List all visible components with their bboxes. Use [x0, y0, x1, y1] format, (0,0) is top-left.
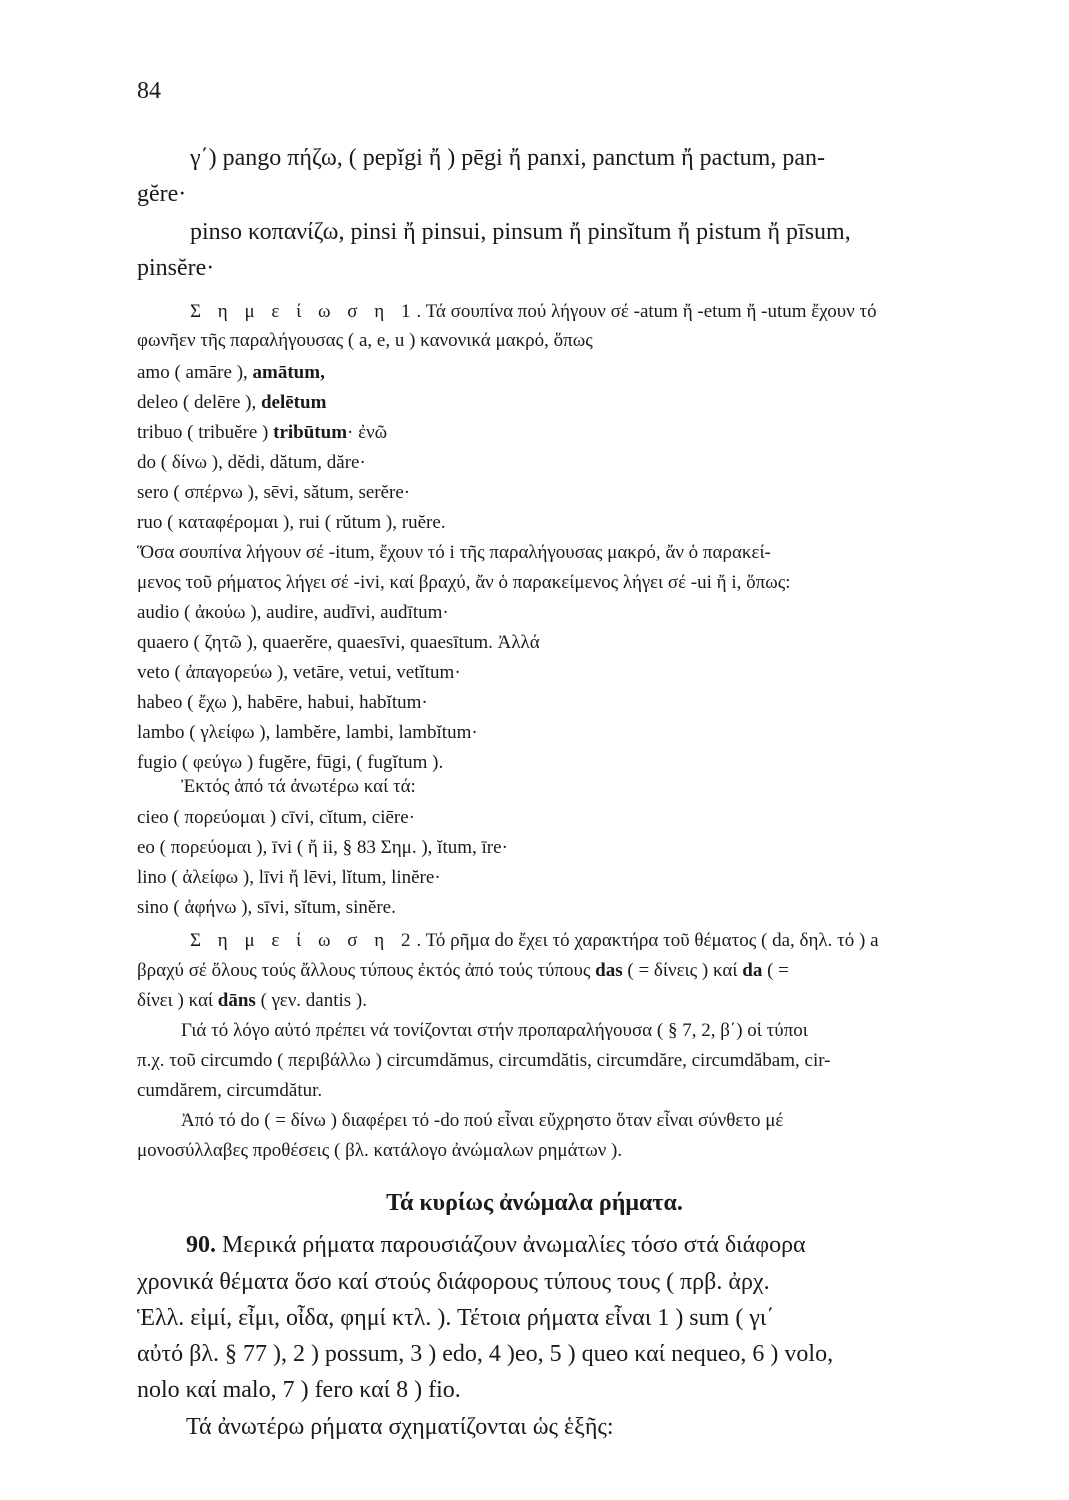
text-line: βραχύ σέ ὅλους τούς ἄλλους τύπους ἐκτός ἀπό τούς τύπους das ( = δίνεις ) καί da ( =: [137, 960, 789, 981]
example-line: audio ( ἀκούω ), audire, audīvi, audītum·: [137, 602, 449, 623]
example-line: deleo ( delēre ), delētum: [137, 392, 327, 413]
note2-label: Σ η μ ε ί ω σ η 2: [190, 930, 417, 951]
para90-first-line: [186, 1232, 806, 1259]
example-line: lino ( ἀλείφω ), līvi ἤ lēvi, lĭtum, linĕre·: [137, 867, 441, 888]
note1-label: Σ η μ ε ί ω σ η 1: [190, 301, 417, 322]
example-line: quaero ( ζητῶ ), quaerĕre, quaesīvi, quaesītum. Ἀλλά: [137, 632, 540, 653]
example-line: amo ( amāre ), amātum,: [137, 362, 325, 383]
text-line: μονοσύλλαβες προθέσεις ( βλ. κατάλογο ἀνώμαλων ρημάτων ).: [137, 1140, 623, 1161]
text-line: Ἀπό τό do ( = δίνω ) διαφέρει τό -do πού εἶναι εὔχρηστο ὅταν εἶναι σύνθετο μέ: [181, 1110, 784, 1131]
example-line: ruo ( καταφέρομαι ), rui ( rŭtum ), ruĕre.: [137, 512, 446, 533]
text-line: γ΄) pango πήζω, ( pepĭgi ἤ ) pēgi ἤ panxi, panctum ἤ pactum, pan-: [190, 145, 825, 171]
text-line: Τά ἀνωτέρω ρήματα σχηματίζονται ὡς ἑξῆς:: [186, 1414, 614, 1440]
text-line: χρονικά θέματα ὅσο καί στούς διάφορους τύπους τους ( πρβ. ἀρχ.: [137, 1269, 770, 1295]
example-line: sero ( σπέρνω ), sēvi, sătum, serĕre·: [137, 482, 411, 503]
note1-text: . Τά σουπίνα πού λήγουν σέ -atum ἤ -etum ἤ -utum ἔχουν τό: [416, 301, 877, 322]
example-line: sino ( ἀφήνω ), sīvi, sĭtum, sinĕre.: [137, 897, 396, 918]
text-line: gĕre·: [137, 181, 187, 207]
text-line: Ὅσα σουπίνα λήγουν σέ -itum, ἔχουν τό i τῆς παραλήγουσας μακρό, ἄν ὁ παρακεί-: [137, 542, 771, 563]
text-line: nolo καί malo, 7 ) fero καί 8 ) fio.: [137, 1377, 461, 1403]
text-line: cumdărem, circumdătur.: [137, 1080, 323, 1101]
text-line: αὐτό βλ. § 77 ), 2 ) possum, 3 ) edo, 4 )eo, 5 ) queo καί nequeo, 6 ) volo,: [137, 1341, 834, 1367]
note2-first-line: [190, 930, 879, 952]
text-line: μενος τοῦ ρήματος λήγει σέ -ivi, καί βραχύ, ἄν ὁ παρακείμενος λήγει σέ -ui ἤ i, ὅπως:: [137, 572, 791, 593]
section-heading: Τά κυρίως ἀνώμαλα ρήματα.: [386, 1190, 683, 1216]
text-line: π.χ. τοῦ circumdo ( περιβάλλω ) circumdămus, circumdătis, circumdăre, circumdăbam, cir-: [137, 1050, 831, 1071]
example-line: tribuo ( tribuĕre ) tribūtum· ἐνῶ: [137, 422, 388, 443]
text-line: φωνῆεν τῆς παραλήγουσας ( a, e, u ) κανονικά μακρό, ὅπως: [137, 330, 593, 351]
example-line: do ( δίνω ), dĕdi, dătum, dăre·: [137, 452, 366, 473]
text-line: δίνει ) καί dāns ( γεν. dantis ).: [137, 990, 368, 1011]
text-line: Ἐκτός ἀπό τά ἀνωτέρω καί τά:: [181, 776, 416, 797]
note2-text: . Τό ρῆμα do ἔχει τό χαρακτήρα τοῦ θέματος ( da, δηλ. τό ) a: [416, 930, 879, 951]
example-line: fugio ( φεύγω ) fugĕre, fūgi, ( fugĭtum ).: [137, 752, 444, 773]
para90-text: Μερικά ρήματα παρουσιάζουν ἀνωμαλίες τόσο στά διάφορα: [216, 1232, 806, 1258]
example-line: lambo ( γλείφω ), lambĕre, lambi, lambĭtum·: [137, 722, 478, 743]
note1-first-line: [190, 301, 877, 323]
text-line: pinso κοπανίζω, pinsi ἤ pinsui, pinsum ἤ pinsĭtum ἤ pistum ἤ pīsum,: [190, 219, 851, 245]
page-number: 84: [137, 78, 161, 104]
text-line: pinsĕre·: [137, 255, 215, 281]
example-line: eo ( πορεύομαι ), īvi ( ἤ ii, § 83 Σημ. ), ĭtum, īre·: [137, 837, 508, 858]
text-line: Ἑλλ. εἰμί, εἶμι, οἶδα, φημί κτλ. ). Τέτοια ρήματα εἶναι 1 ) sum ( γι΄: [137, 1305, 775, 1331]
text-line: Γιά τό λόγο αὐτό πρέπει νά τονίζονται στήν προπαραλήγουσα ( § 7, 2, β΄) οἱ τύποι: [181, 1020, 808, 1041]
para90-number: 90.: [186, 1232, 216, 1258]
example-line: cieo ( πορεύομαι ) cīvi, cĭtum, ciēre·: [137, 807, 416, 828]
example-line: habeo ( ἔχω ), habēre, habui, habĭtum·: [137, 692, 428, 713]
example-line: veto ( ἀπαγορεύω ), vetāre, vetui, vetĭtum·: [137, 662, 461, 683]
